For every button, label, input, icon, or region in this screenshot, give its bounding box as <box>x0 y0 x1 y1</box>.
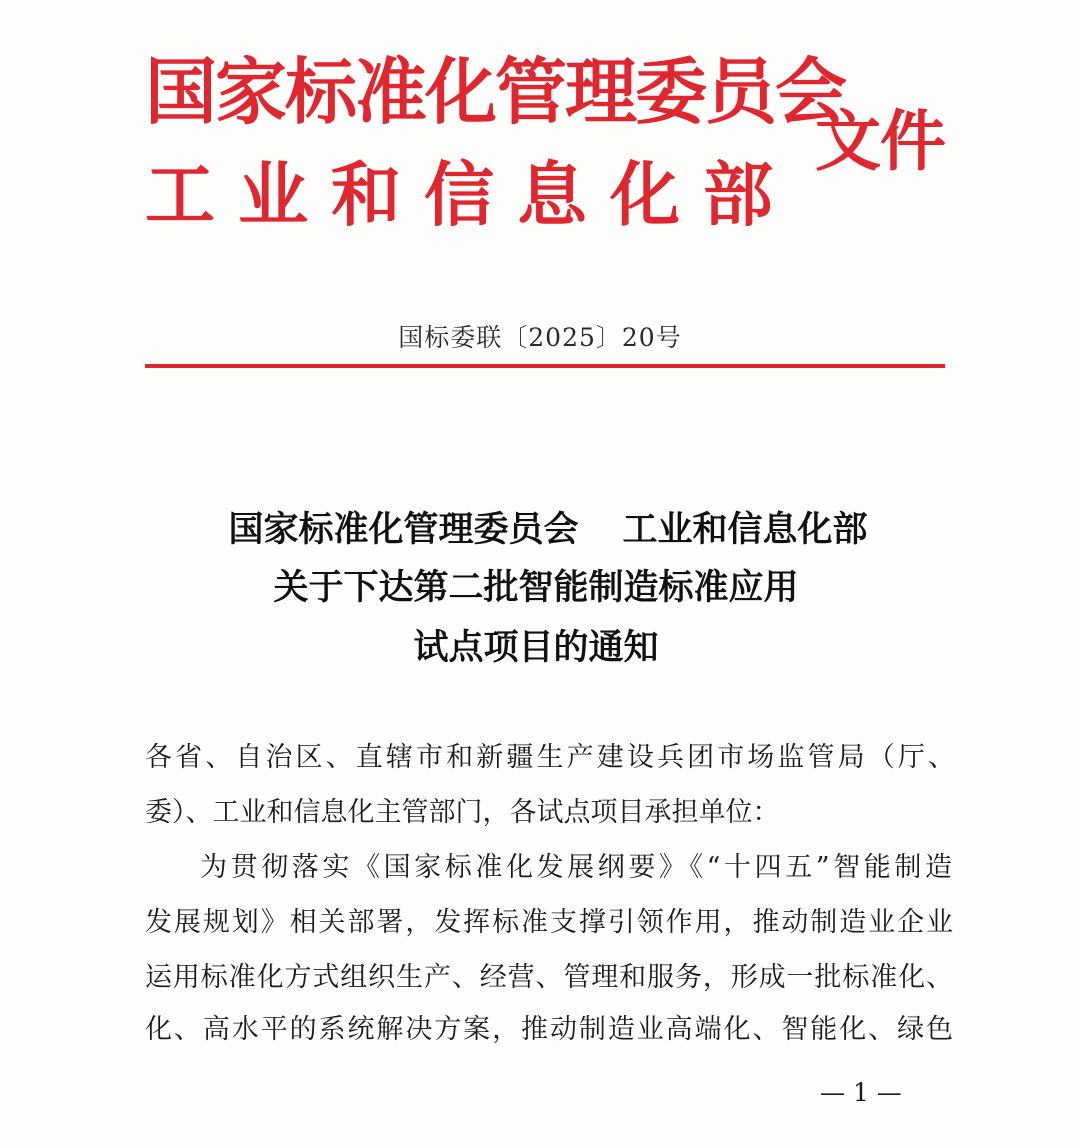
title-issuer-miit: 工业和信息化部 <box>622 509 868 550</box>
addressee-line-1: 各省、自治区、直辖市和新疆生产建设兵团市场监管局（厅、 <box>145 742 955 773</box>
title-issuer-sac: 国家标准化管理委员会 <box>228 509 579 550</box>
body-paragraph-line-3: 运用标准化方式组织生产、经营、管理和服务，形成一批标准化、 <box>145 962 953 993</box>
notice-title-line-3: 试点项目的通知 <box>413 627 659 668</box>
document-type-label: 文件 <box>815 102 945 180</box>
issuer-miit: 工业和信息化部 <box>145 153 796 236</box>
body-paragraph-line-4: 化、高水平的系统解决方案，推动制造业高端化、智能化、绿色 <box>145 1014 953 1045</box>
addressee-line-2: 委）、工业和信息化主管部门，各试点项目承担单位： <box>145 797 780 828</box>
document-number: 国标委联〔2025〕20号 <box>398 323 682 352</box>
notice-title-line-2: 关于下达第二批智能制造标准应用 <box>273 567 799 608</box>
body-paragraph-line-1: 为贯彻落实《国家标准化发展纲要》《“十四五”智能制造 <box>200 852 952 883</box>
page-number: — 1 — <box>820 1078 902 1107</box>
notice-title-line-1 <box>8 509 1080 550</box>
red-divider <box>145 364 945 368</box>
issuer-sac: 国家标准化管理委员会 <box>145 49 846 134</box>
body-paragraph-line-2: 发展规划》相关部署，发挥标准支撑引领作用，推动制造业企业 <box>145 907 953 938</box>
